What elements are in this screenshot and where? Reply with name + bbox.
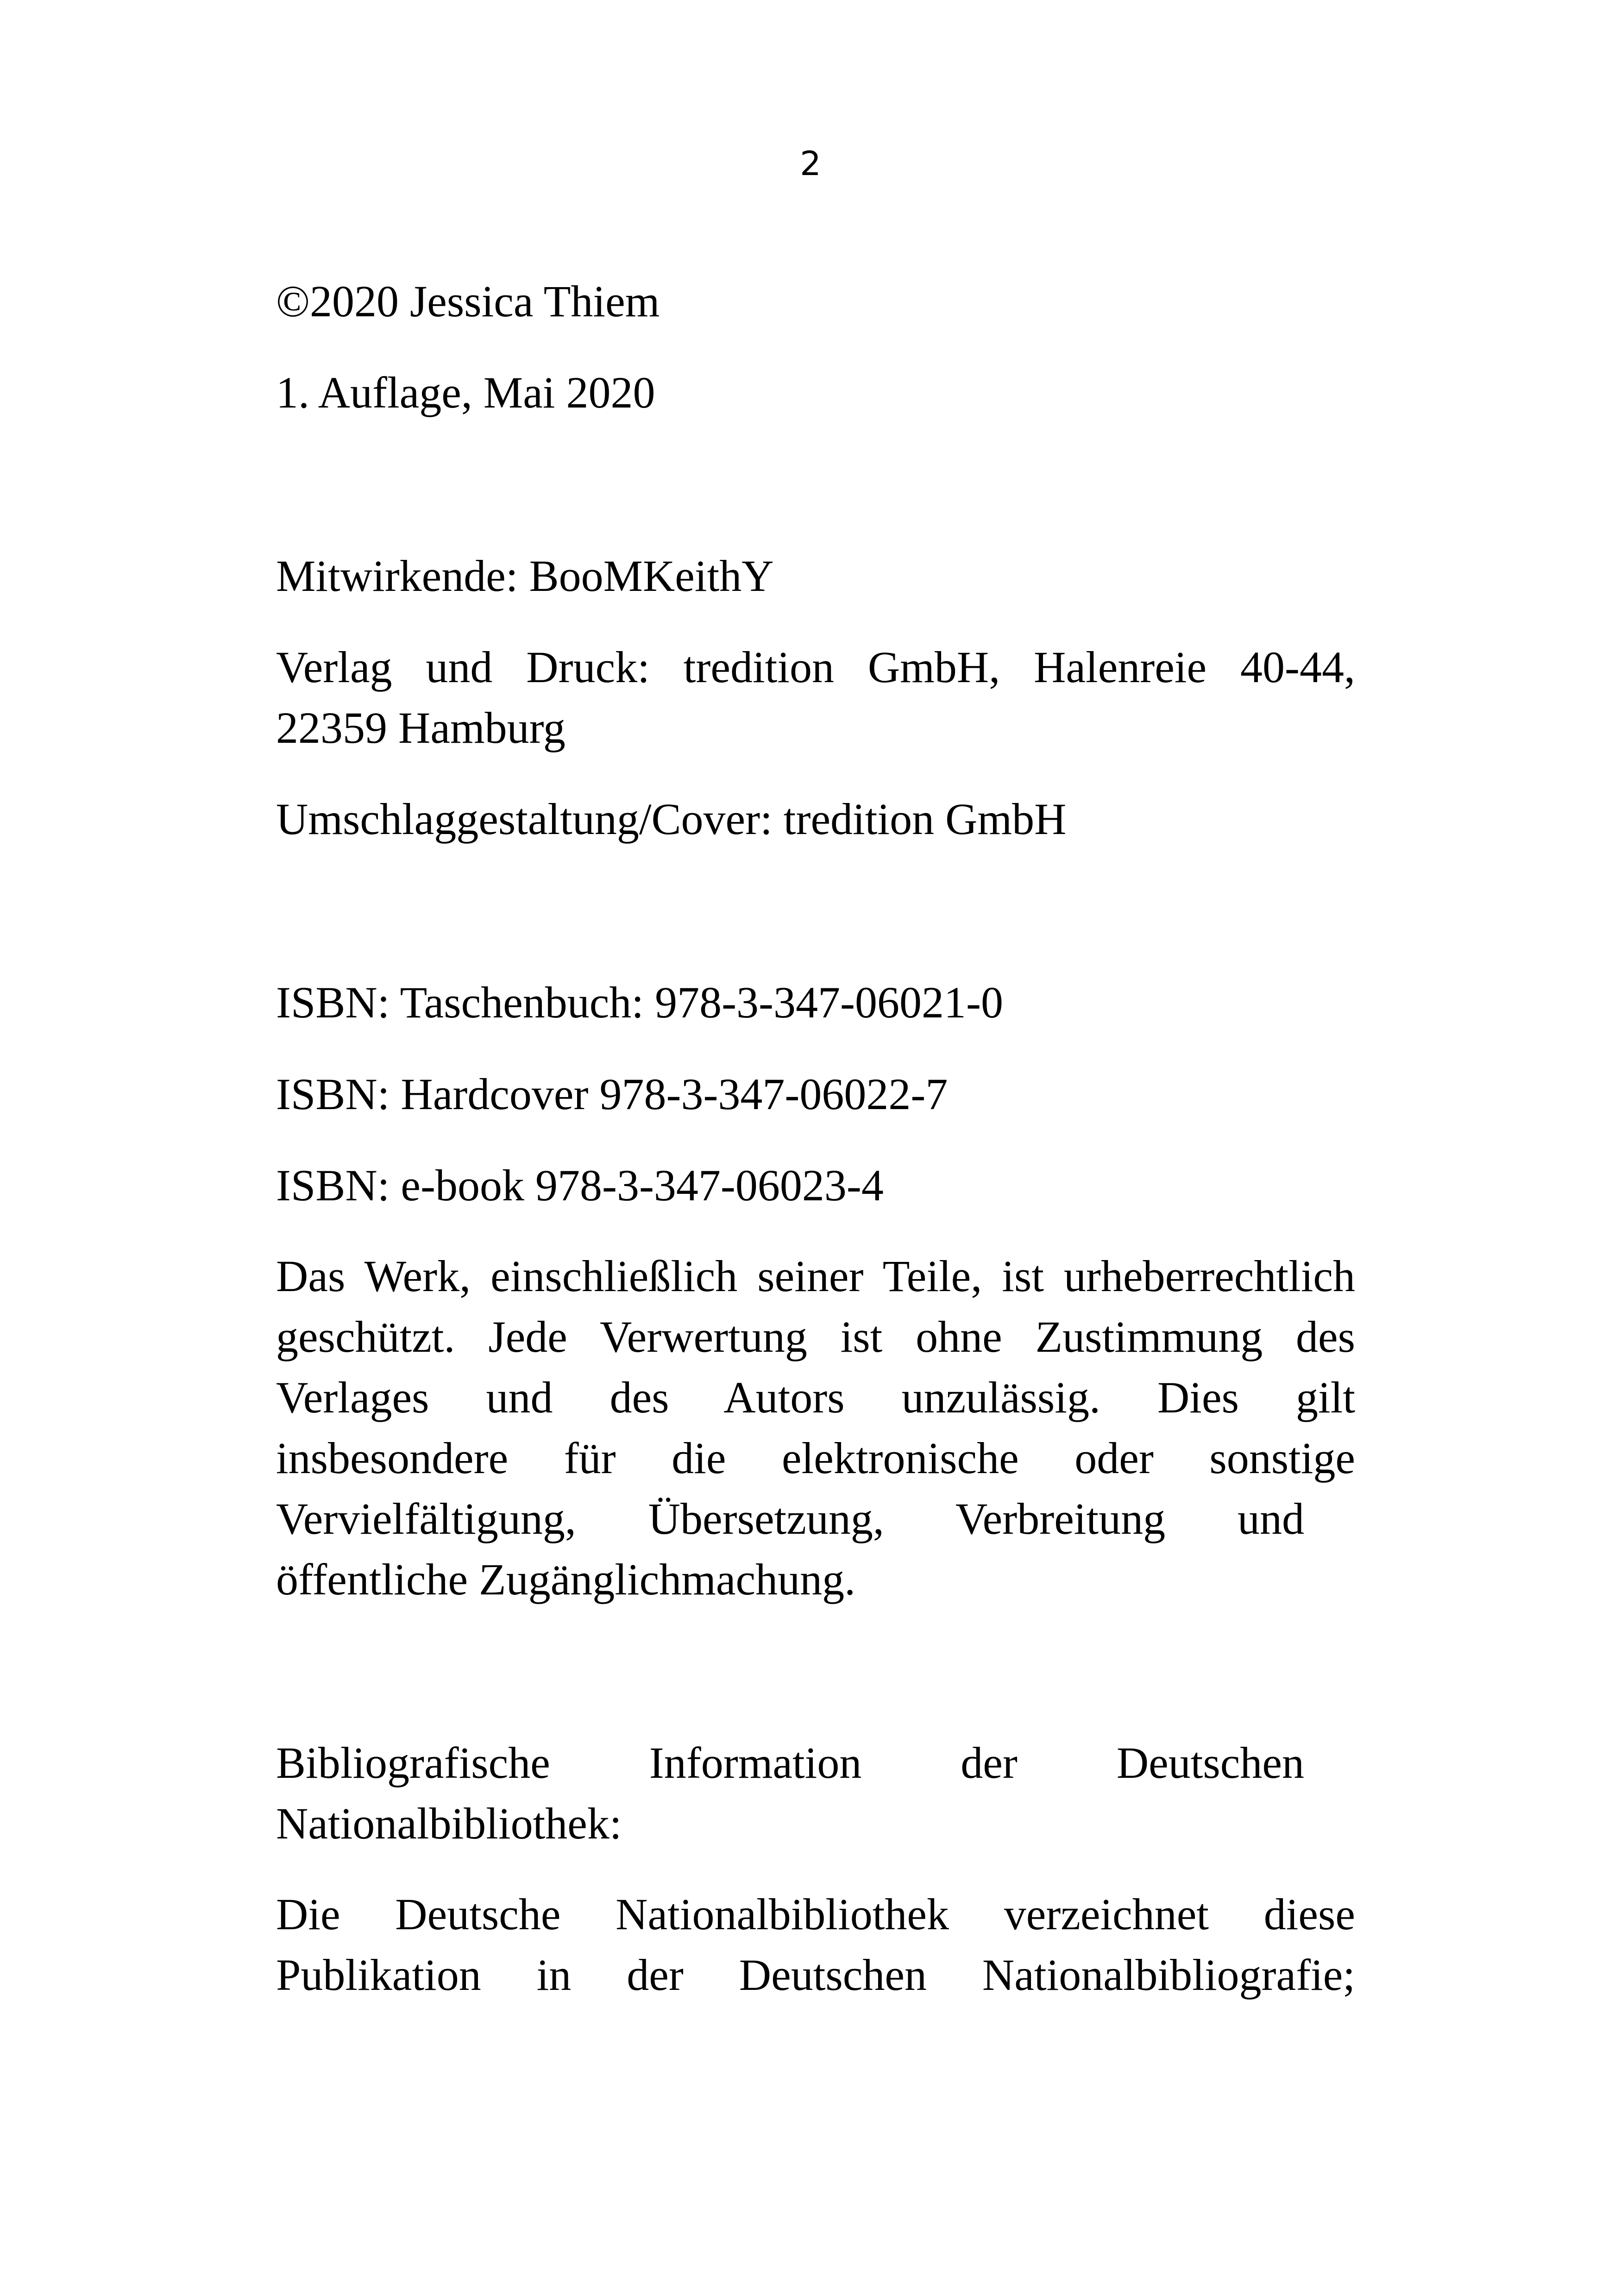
biblio-paragraph [276,1884,1355,2005]
biblio-heading-line-1: Bibliografische Information der Deutschen [276,1738,1304,1788]
edition-line [276,362,1355,423]
rights-line: öffentliche Zugänglichmachung. [276,1555,856,1604]
contributors-line [276,546,1355,606]
isbn-paperback-text: ISBN: Taschenbuch: 978-3-347-06021-0 [276,978,1003,1027]
publisher-paragraph [276,637,1355,758]
publisher-text-line-1: Verlag und Druck: tredition GmbH, Halenreie 40-44, [276,642,1355,692]
isbn-ebook-text: ISBN: e-book 978-3-347-06023-4 [276,1161,884,1210]
edition-text: 1. Auflage, Mai 2020 [276,368,655,417]
biblio-heading [276,1732,1355,1854]
rights-line: Verlages und des Autors unzulässig. Dies gilt [276,1373,1355,1422]
cover-line [276,789,1355,849]
isbn-hardcover-text: ISBN: Hardcover 978-3-347-06022-7 [276,1069,948,1119]
contributors-text: Mitwirkende: BooMKeithY [276,551,774,601]
isbn-ebook-line [276,1155,1355,1216]
copyright-text: ©2020 Jessica Thiem [276,276,660,326]
rights-line: geschützt. Jede Verwertung ist ohne Zustimmung des [276,1312,1355,1361]
cover-text: Umschlaggestaltung/Cover: tredition GmbH [276,794,1067,844]
rights-line: Vervielfältigung, Übersetzung, Verbreitung und [276,1494,1304,1543]
rights-line: insbesondere für die elektronische oder sonstige [276,1433,1355,1483]
page-number: 2 [800,144,821,183]
copyright-line [276,271,1355,332]
biblio-heading-line-2: Nationalbibliothek: [276,1799,622,1848]
isbn-paperback-line [276,972,1355,1033]
biblio-text-line: Die Deutsche Nationalbibliothek verzeichnet diese [276,1889,1355,1939]
isbn-hardcover-line [276,1064,1355,1124]
rights-line: Das Werk, einschließlich seiner Teile, ist urheberrechtlich [276,1251,1355,1301]
rights-paragraph [276,1246,1355,1610]
publisher-text-line-2: 22359 Hamburg [276,703,565,753]
biblio-text-line: Publikation in der Deutschen Nationalbibliografie; [276,1950,1355,2000]
